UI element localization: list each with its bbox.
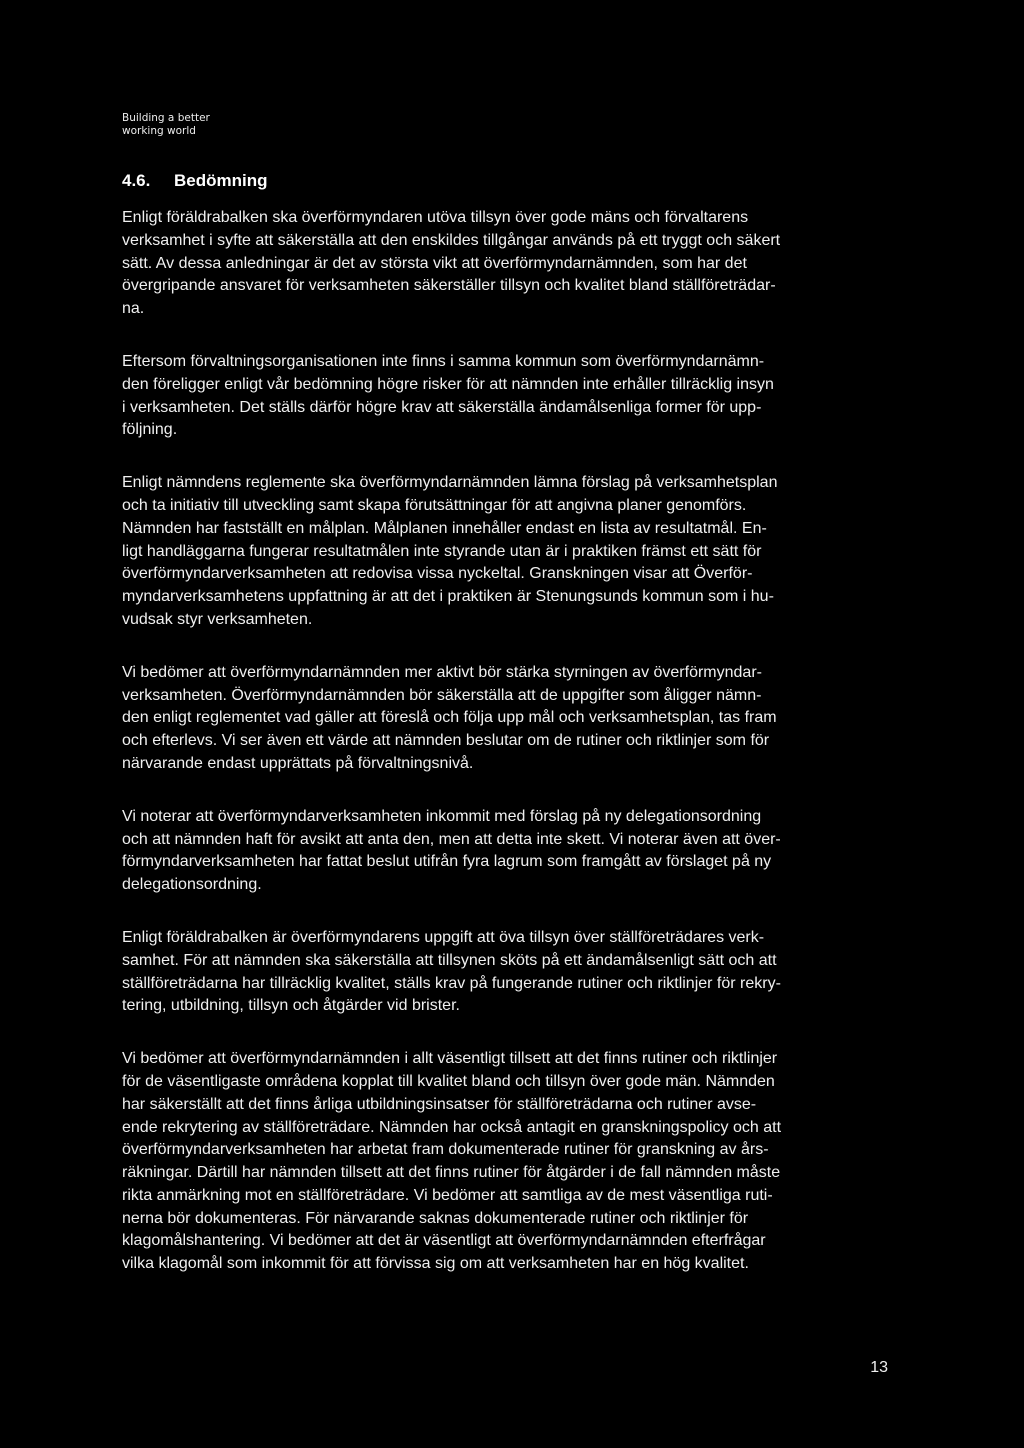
paragraph-line: och ta initiativ till utveckling samt skapa förutsättningar för att angivna planer genomförs. [122, 496, 747, 514]
paragraph-line: Enligt föräldrabalken är överförmyndarens uppgift att öva tillsyn över ställföreträdares verk- [122, 928, 765, 946]
paragraph-line: Eftersom förvaltningsorganisationen inte finns i samma kommun som överförmyndarnämn- [122, 352, 765, 370]
paragraph-line: Vi bedömer att överförmyndarnämnden mer aktivt bör stärka styrningen av överförmyndar- [122, 663, 762, 681]
paragraph-line: den föreligger enligt vår bedömning högre risker för att nämnden inte erhåller tillräcklig insyn [122, 375, 774, 393]
paragraph-line: Nämnden har fastställt en målplan. Målplanen innehåller endast en lista av resultatmål. En- [122, 519, 767, 537]
paragraph-line: Vi noterar att överförmyndarverksamheten inkommit med förslag på ny delegationsordning [122, 807, 762, 825]
paragraph-line: och efterlevs. Vi ser även ett värde att nämnden beslutar om de rutiner och riktlinjer som för [122, 732, 770, 750]
document-body [122, 207, 907, 1306]
paragraph-line: klagomålshantering. Vi bedömer att det är väsentligt att överförmyndarnämnden efterfrågar [122, 1232, 766, 1250]
paragraph-line: överförmyndarverksamheten har arbetat fram dokumenterade rutiner för granskning av års- [122, 1141, 769, 1159]
paragraph-line: räkningar. Därtill har nämnden tillsett att det finns rutiner för åtgärder i de fall nämnden måste [122, 1164, 781, 1182]
paragraph-line: vudsak styr verksamheten. [122, 610, 313, 628]
paragraph-line: delegationsordning. [122, 876, 262, 894]
paragraph-line: sätt. Av dessa anledningar är det av största vikt att överförmyndarnämnden, som har det [122, 254, 747, 272]
paragraph-line: vilka klagomål som inkommit för att förvissa sig om att verksamheten har en hög kvalitet. [122, 1255, 749, 1273]
paragraph-line: ende rekrytering av ställföreträdare. Nämnden har också antagit en granskningspolicy och att [122, 1118, 782, 1136]
page-number: 13 [870, 1359, 888, 1376]
section-number: 4.6. [122, 171, 151, 190]
paragraph-line: och att nämnden haft för avsikt att anta den, men att detta inte skett. Vi noterar även att över- [122, 830, 781, 848]
paragraph-line: samhet. För att nämnden ska säkerställa att tillsynen sköts på ett ändamålsenligt sätt och att [122, 951, 777, 969]
paragraph-line: myndarverksamhetens uppfattning är att det i praktiken är Stenungsunds kommun som i hu- [122, 588, 774, 606]
paragraph-line: i verksamheten. Det ställs därför högre krav att säkerställa ändamålsenliga former för upp- [122, 398, 762, 416]
paragraph-line: den enligt reglementet vad gäller att föreslå och följa upp mål och verksamhetsplan, tas fram [122, 709, 777, 727]
paragraph-line: har säkerställt att det finns årliga utbildningsinsatser för ställföreträdarna och rutiner avse- [122, 1095, 757, 1113]
paragraph-line: rikta anmärkning mot en ställföreträdare. Vi bedömer att samtliga av de mest väsentliga ruti- [122, 1186, 773, 1204]
paragraph-line: na. [122, 300, 145, 318]
paragraph [122, 662, 907, 776]
paragraph-line: Vi bedömer att överförmyndarnämnden i allt väsentligt tillsett att det finns rutiner och riktlinjer [122, 1050, 778, 1068]
paragraph-line: överförmyndarverksamheten att redovisa vissa nyckeltal. Granskningen visar att Överför- [122, 565, 753, 583]
brand-tagline-line-1: Building a better [122, 112, 210, 124]
paragraph-line: ställföreträdarna har tillräcklig kvalitet, ställs krav på fungerande rutiner och riktlinjer för rekry- [122, 974, 781, 992]
paragraph-line: Enligt nämndens reglemente ska överförmyndarnämnden lämna förslag på verksamhetsplan [122, 474, 778, 492]
paragraph-line: tering, utbildning, tillsyn och åtgärder vid brister. [122, 997, 460, 1015]
paragraph [122, 806, 907, 897]
paragraph-line: följning. [122, 421, 178, 439]
paragraph-line: ligt handläggarna fungerar resultatmålen inte styrande utan är i praktiken främst ett sätt för [122, 542, 762, 560]
paragraph-line: verksamhet i syfte att säkerställa att den enskildes tillgångar används på ett tryggt och säkert [122, 231, 781, 249]
paragraph [122, 927, 907, 1018]
paragraph-line: närvarande endast upprättats på förvaltningsnivå. [122, 754, 474, 772]
paragraph-line: övergripande ansvaret för verksamheten säkerställer tillsyn och kvalitet bland ställföreträdar- [122, 277, 776, 295]
paragraph-line: verksamheten. Överförmyndarnämnden bör säkerställa att de uppgifter som åligger nämn- [122, 686, 762, 704]
brand-tagline-line-2: working world [122, 125, 196, 137]
section-title: Bedömning [174, 171, 268, 190]
brand-tagline [122, 112, 210, 138]
paragraph [122, 472, 907, 632]
paragraph [122, 1048, 907, 1276]
paragraph-line: förmyndarverksamheten har fattat beslut utifrån fyra lagrum som framgått av förslaget på ny [122, 853, 772, 871]
paragraph [122, 351, 907, 442]
paragraph-line: för de väsentligaste områdena kopplat till kvalitet bland och tillsyn över gode män. Nämnden [122, 1072, 775, 1090]
section-heading [122, 170, 268, 192]
paragraph [122, 207, 907, 321]
paragraph-line: nerna bör dokumenteras. För närvarande saknas dokumenterade rutiner och riktlinjer för [122, 1209, 749, 1227]
paragraph-line: Enligt föräldrabalken ska överförmyndaren utöva tillsyn över gode mäns och förvaltarens [122, 209, 749, 226]
